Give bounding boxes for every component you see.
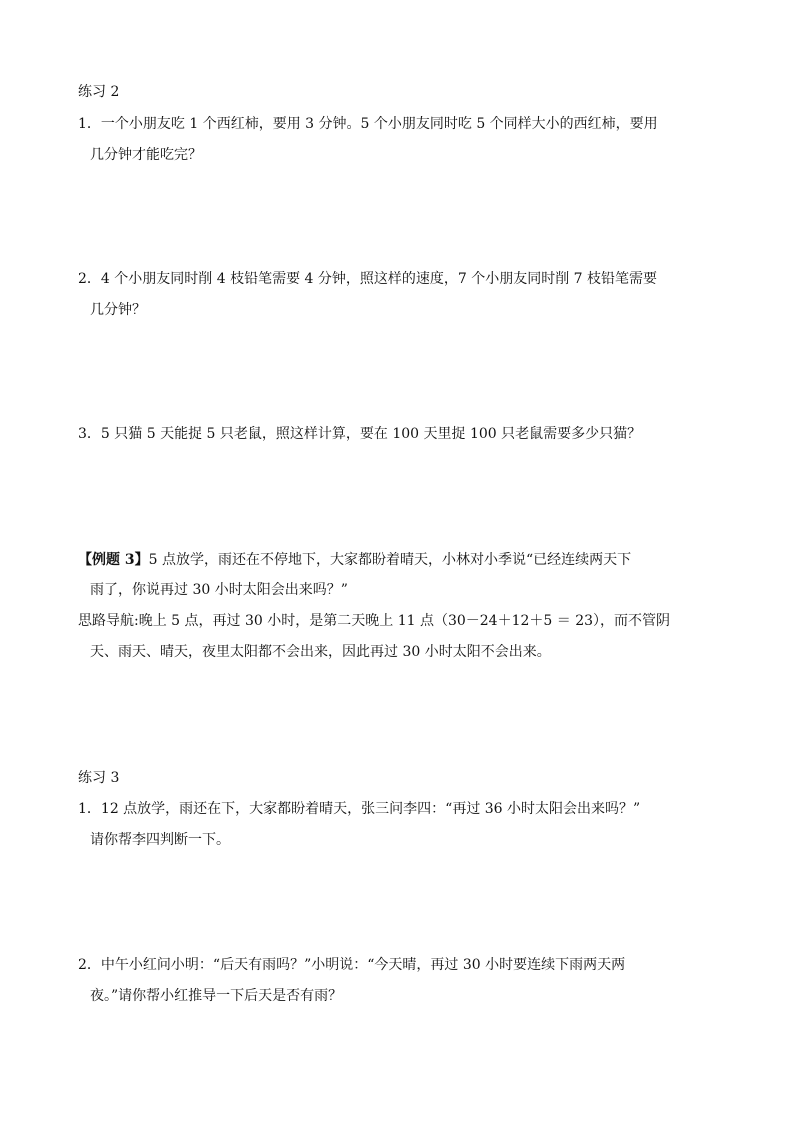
example3-line1 <box>78 551 631 569</box>
example3-guide-line1: 思路导航:晚上 5 点，再过 30 小时，是第二天晚上 11 点（30－24＋12＋5 ＝ 23），而不管阴 <box>78 613 671 629</box>
example3-line2: 雨了，你说再过 30 小时太阳会出来吗？” <box>90 582 348 598</box>
exercise2-q3-line1: 3．5 只猫 5 天能捉 5 只老鼠，照这样计算，要在 100 天里捉 100 只老鼠需要多少只猫？ <box>78 426 642 442</box>
exercise2-q1-line1: 1．一个小朋友吃 1 个西红柿，要用 3 分钟。5 个小朋友同时吃 5 个同样大小的西红柿，要用 <box>78 116 658 132</box>
exercise3-q1-line2: 请你帮李四判断一下。 <box>90 832 230 848</box>
exercise3-q1-line1: 1．12 点放学，雨还在下，大家都盼着晴天，张三问李四：“再过 36 小时太阳会出来吗？” <box>78 801 641 817</box>
exercise3-q2-line2: 夜。”请你帮小红推导一下后天是否有雨？ <box>90 988 343 1004</box>
exercise3-q2-line1: 2．中午小红问小明：“后天有雨吗？”小明说：“今天晴，再过 30 小时要连续下雨两天两 <box>78 957 626 973</box>
exercise2-q2-line2: 几分钟？ <box>90 302 146 318</box>
exercise2-q2-line1: 2．4 个小朋友同时削 4 枝铅笔需要 4 分钟，照这样的速度，7 个小朋友同时削 7 枝铅笔需要 <box>78 271 658 287</box>
example3-tag: 【例题 3】 <box>78 552 149 568</box>
exercise2-q1-line2: 几分钟才能吃完？ <box>90 147 202 163</box>
example3-guide-line2: 天、雨天、晴天，夜里太阳都不会出来，因此再过 30 小时太阳不会出来。 <box>90 644 551 660</box>
example3-line1-text: 5 点放学，雨还在不停地下，大家都盼着晴天，小林对小季说“已经连续两天下 <box>148 552 632 568</box>
exercise2-heading: 练习 2 <box>78 84 120 100</box>
exercise3-heading: 练习 3 <box>78 770 120 786</box>
